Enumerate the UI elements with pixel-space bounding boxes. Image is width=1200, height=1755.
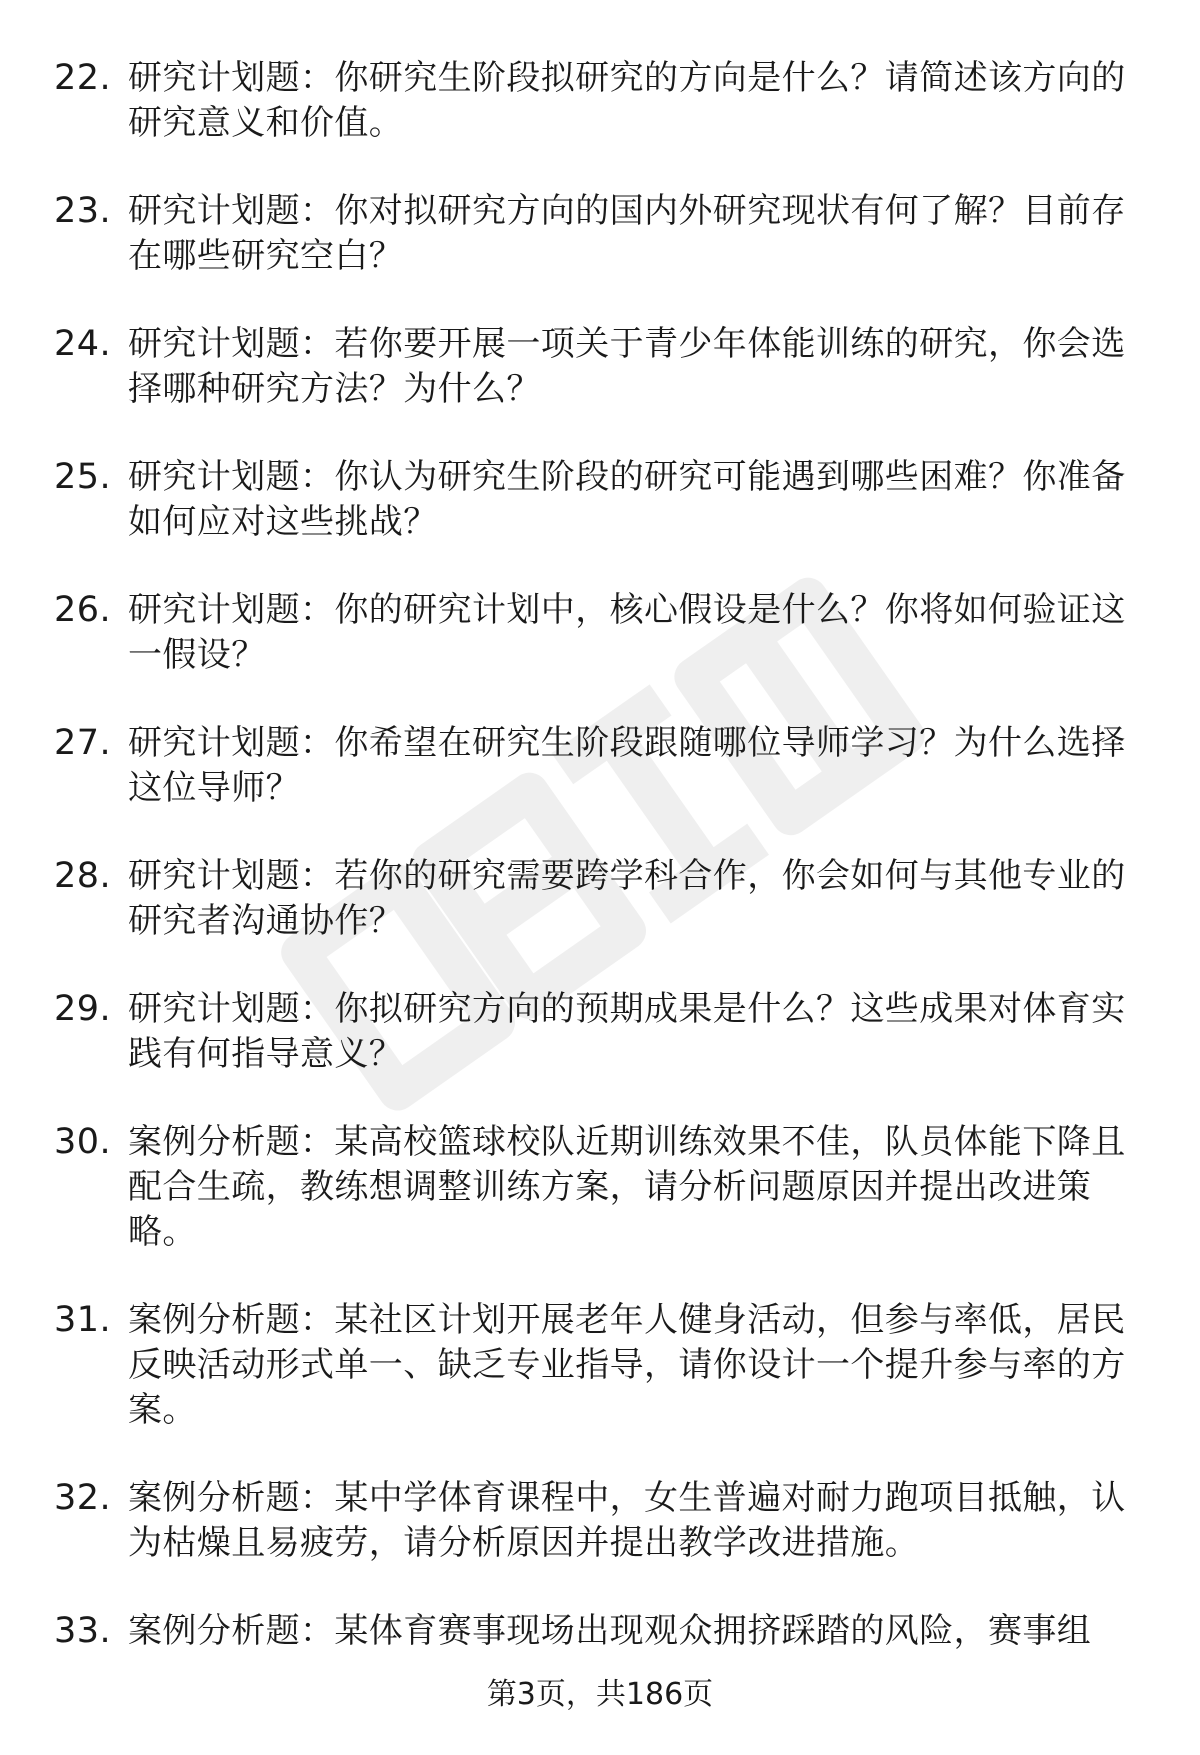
question-item — [54, 455, 1149, 545]
question-number: 30. — [54, 1122, 112, 1162]
question-item — [54, 1609, 1149, 1654]
question-number: 29. — [54, 989, 112, 1029]
question-item — [54, 1476, 1149, 1566]
question-number: 31. — [54, 1300, 112, 1340]
question-text: 研究计划题：你拟研究方向的预期成果是什么？这些成果对体育实践有何指导意义？ — [128, 989, 1126, 1074]
question-number: 23. — [54, 191, 112, 231]
question-list — [54, 56, 1149, 1697]
question-item — [54, 854, 1149, 944]
question-text: 案例分析题：某中学体育课程中，女生普遍对耐力跑项目抵触，认为枯燥且易疲劳，请分析原因并提出教学改进措施。 — [128, 1478, 1126, 1563]
question-number: 25. — [54, 457, 112, 497]
question-number: 24. — [54, 324, 112, 364]
question-number: 33. — [54, 1611, 112, 1651]
question-text: 案例分析题：某体育赛事现场出现观众拥挤踩踏的风险，赛事组 — [128, 1611, 1092, 1651]
question-text: 研究计划题：若你的研究需要跨学科合作，你会如何与其他专业的研究者沟通协作？ — [128, 856, 1126, 941]
question-number: 26. — [54, 590, 112, 630]
question-item — [54, 56, 1149, 146]
question-number: 22. — [54, 58, 112, 98]
question-item — [54, 189, 1149, 279]
question-item — [54, 1120, 1149, 1255]
question-number: 32. — [54, 1478, 112, 1518]
question-number: 27. — [54, 723, 112, 763]
question-text: 研究计划题：你认为研究生阶段的研究可能遇到哪些困难？你准备如何应对这些挑战？ — [128, 457, 1126, 542]
question-text: 研究计划题：你研究生阶段拟研究的方向是什么？请简述该方向的研究意义和价值。 — [128, 58, 1126, 143]
page-footer: 第3页，共186页 — [486, 1677, 714, 1712]
question-item — [54, 1298, 1149, 1433]
question-text: 研究计划题：若你要开展一项关于青少年体能训练的研究，你会选择哪种研究方法？为什么？ — [128, 324, 1126, 409]
question-number: 28. — [54, 856, 112, 896]
question-text: 研究计划题：你的研究计划中，核心假设是什么？你将如何验证这一假设？ — [128, 590, 1126, 675]
question-text: 案例分析题：某社区计划开展老年人健身活动，但参与率低，居民反映活动形式单一、缺乏专业指导，请你设计一个提升参与率的方案。 — [128, 1300, 1126, 1430]
question-item — [54, 721, 1149, 811]
question-text: 研究计划题：你对拟研究方向的国内外研究现状有何了解？目前存在哪些研究空白？ — [128, 191, 1126, 276]
question-item — [54, 588, 1149, 678]
question-item — [54, 987, 1149, 1077]
question-text: 案例分析题：某高校篮球校队近期训练效果不佳，队员体能下降且配合生疏，教练想调整训练方案，请分析问题原因并提出改进策略。 — [128, 1122, 1126, 1252]
question-text: 研究计划题：你希望在研究生阶段跟随哪位导师学习？为什么选择这位导师？ — [128, 723, 1126, 808]
question-item — [54, 322, 1149, 412]
